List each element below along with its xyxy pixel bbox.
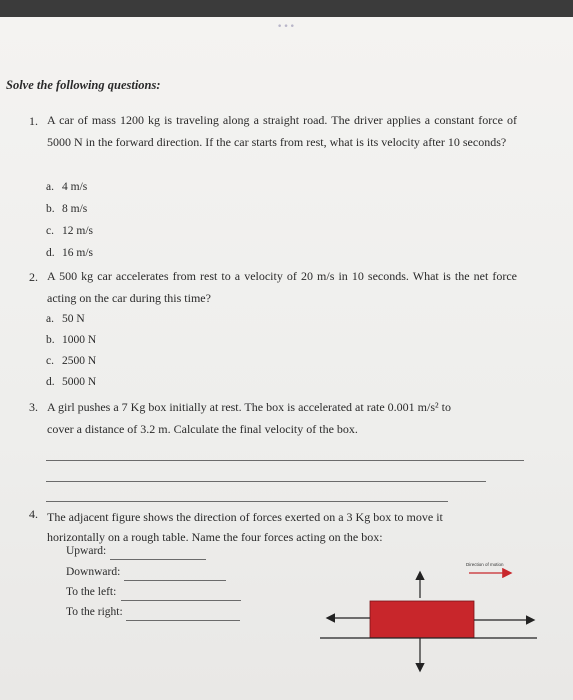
box xyxy=(370,601,474,638)
question-1-option-a: a. 4 m/s xyxy=(46,181,88,193)
question-2-number: 2. xyxy=(29,270,38,284)
question-1-option-d: d. 16 m/s xyxy=(46,247,93,259)
question-1-option-c: c. 12 m/s xyxy=(46,225,93,237)
question-2-option-a: a. 50 N xyxy=(46,313,85,325)
question-4-number: 4. xyxy=(29,507,38,521)
to-the-right-label: To the right: xyxy=(66,606,123,618)
question-1-text: A car of mass 1200 kg is traveling along a straight road. The driver applies a constant force of 5000 N in the forward direction. If the car starts from rest, what is its velocity after 10 seconds? xyxy=(47,113,517,149)
question-2-text: A 500 kg car accelerates from rest to a velocity of 20 m/s in 10 seconds. What is the net force acting on the car during this time? xyxy=(47,269,517,305)
question-2-option-c: c. 2500 N xyxy=(46,355,97,367)
question-3-line-2: cover a distance of 3.2 m. Calculate the final velocity of the box. xyxy=(47,422,358,436)
upward-label: Upward: xyxy=(66,545,107,557)
question-2-option-b: b. 1000 N xyxy=(46,334,97,346)
question-3-number: 3. xyxy=(29,400,38,414)
question-2-option-d: d. 5000 N xyxy=(46,376,97,388)
question-1-number: 1. xyxy=(29,114,38,128)
worksheet-heading: Solve the following questions: xyxy=(6,78,161,92)
motion-label: Direction of motion xyxy=(466,562,504,567)
question-1-option-b: b. 8 m/s xyxy=(46,203,88,215)
more-options-icon[interactable]: ••• xyxy=(277,22,296,32)
to-the-left-label: To the left: xyxy=(66,586,117,598)
downward-label: Downward: xyxy=(66,566,121,578)
question-3-line-1: A girl pushes a 7 Kg box initially at rest. The box is accelerated at rate 0.001 m/s² to xyxy=(47,400,451,414)
question-4-line-2: horizontally on a rough table. Name the four forces acting on the box: xyxy=(47,530,383,544)
question-4-line-1: The adjacent figure shows the direction of forces exerted on a 3 Kg box to move it xyxy=(47,510,443,524)
